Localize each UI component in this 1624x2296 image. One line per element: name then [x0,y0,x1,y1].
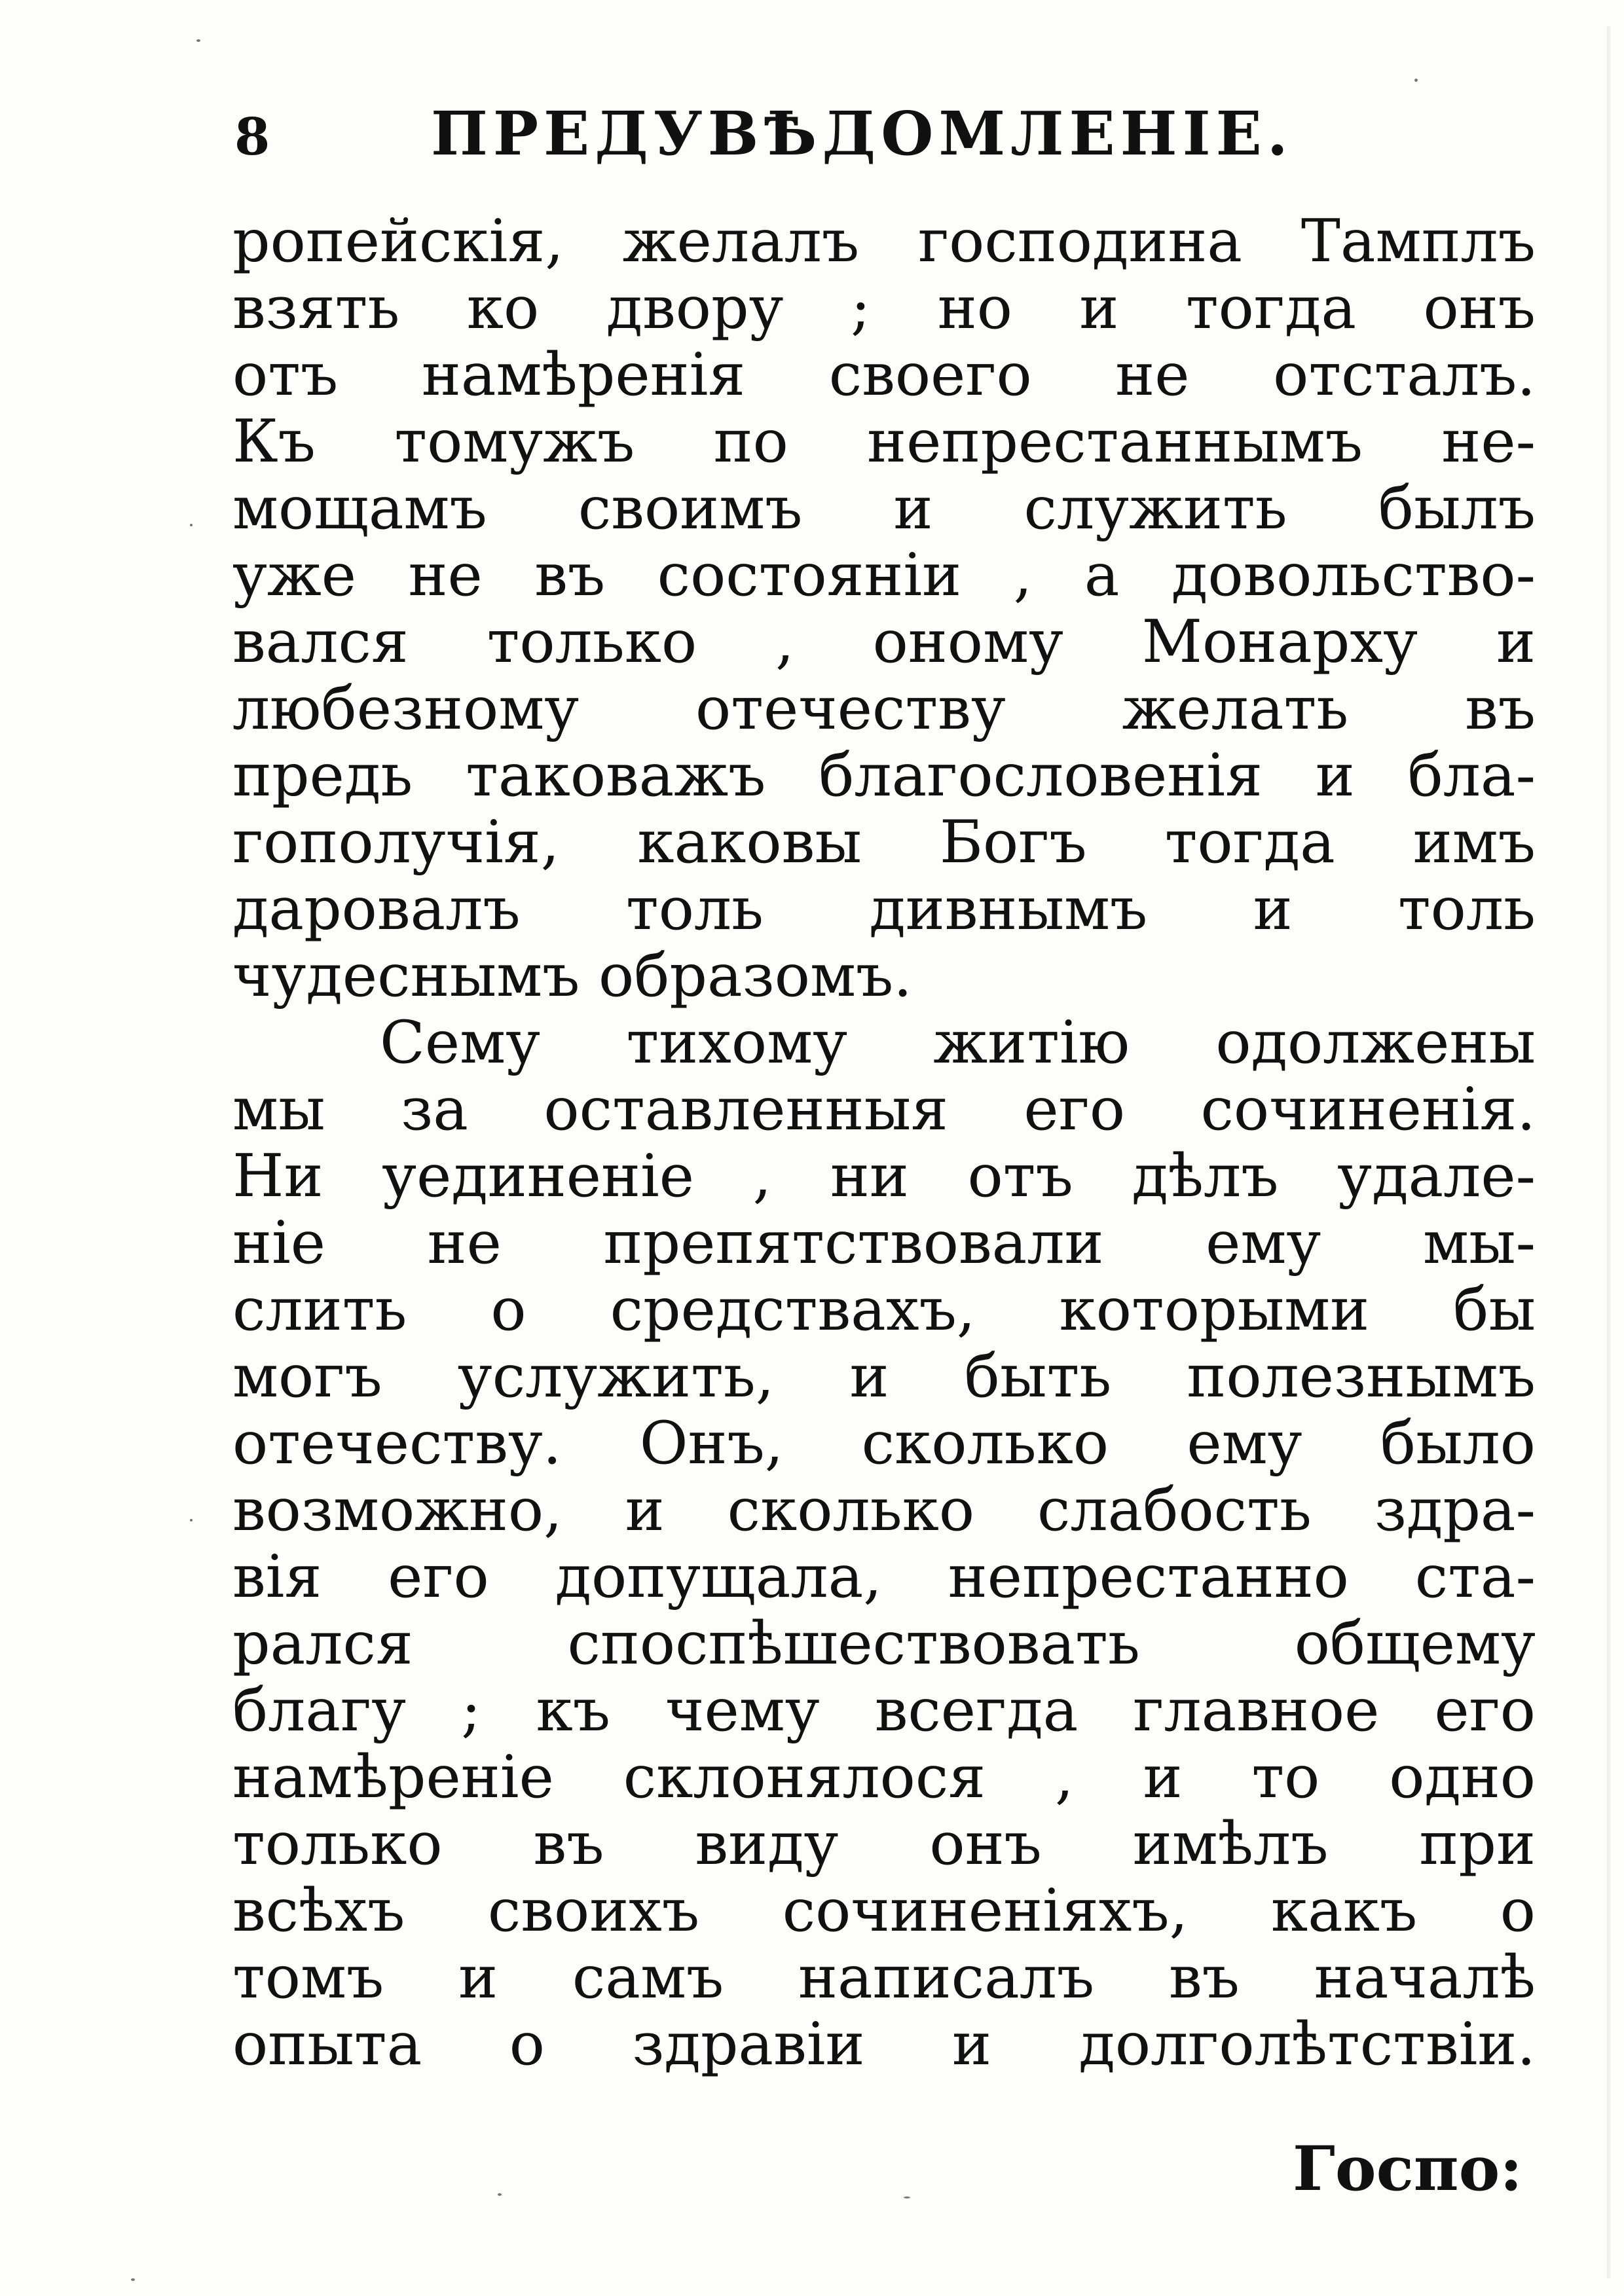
text-line: вался только , оному Монарху и [232,608,1536,676]
text-line: опыта о здравіи и долголѣтствіи. [232,2010,1536,2079]
scan-speck [1414,79,1418,82]
text-line: даровалъ толь дивнымъ и толь [232,875,1536,943]
text-line: ропейскія, желалъ господина Тамплъ [232,207,1536,276]
text-line: благу ; къ чему всегда главное его [232,1676,1536,1745]
scan-speck [196,39,200,42]
running-title: ПРЕДУВѢДОМЛЕНІЕ. [431,98,1293,169]
text-line: взять ко двору ; но и тогда онъ [232,274,1536,342]
text-line: гополучія, каковы Богъ тогда имъ [232,808,1536,877]
text-line: уже не въ состояніи , а довольство- [232,541,1536,610]
text-line: отечеству. Онъ, сколько ему было [232,1409,1536,1478]
text-line: слить о средствахъ, которыми бы [232,1275,1536,1344]
scan-speck [190,524,193,526]
scan-speck [498,2193,502,2196]
text-line: Ни уединеніе , ни отъ дѣлъ удале- [232,1142,1536,1211]
text-line: Къ томужъ по непрестаннымъ не- [232,407,1536,476]
text-line: чудеснымъ образомъ. [232,941,912,1010]
paragraph-2 [232,1010,1536,2078]
catchword: Госпо: [1292,2133,1522,2205]
text-line: мы за оставленныя его сочиненія. [232,1075,1536,1144]
text-line: томъ и самъ написалъ въ началѣ [232,1943,1536,2012]
text-line: могъ услужить, и быть полезнымъ [232,1342,1536,1411]
page-edge [1607,26,1611,2278]
text-line: всѣхъ своихъ сочиненіяхъ, какъ о [232,1876,1536,1945]
text-line: мощамъ своимъ и служить былъ [232,474,1536,543]
text-line: ніе не препятствовали ему мы- [232,1209,1536,1277]
body-text [232,208,1536,2078]
text-line: Сему тихому житію одолжены [380,1008,1536,1077]
paragraph-1 [232,208,1536,1010]
scan-speck [190,1519,193,1522]
text-line: предь таковажъ благословенія и бла- [232,741,1536,810]
text-line: вія его допущала, непрестанно ста- [232,1542,1536,1611]
text-line: любезному отечеству желать въ [232,674,1536,743]
text-line: возможно, и сколько слабость здра- [232,1476,1536,1544]
scan-speck [131,2278,135,2281]
scan-speck [904,2196,910,2198]
text-line: отъ намѣренія своего не отсталъ. [232,340,1536,409]
text-line: намѣреніе склонялося , и то одно [232,1743,1536,1812]
page-number: 8 [234,107,270,167]
text-line: только въ виду онъ имѣлъ при [232,1810,1536,1878]
page-header [234,98,1335,177]
text-line: рался споспѣшествовать общему [232,1609,1536,1678]
